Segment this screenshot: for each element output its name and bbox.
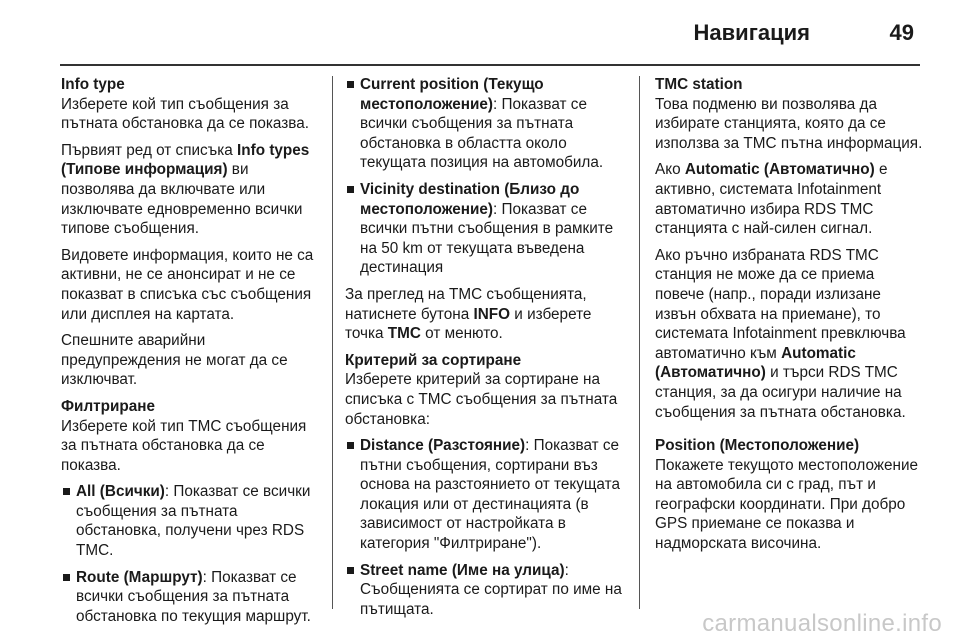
heading-position: Position (Местоположение)	[655, 437, 860, 455]
list-item	[345, 180, 627, 278]
text: и изберете точка	[345, 305, 592, 343]
page-header	[60, 0, 920, 66]
bold-term: INFO	[473, 305, 511, 323]
page-number: 49	[889, 20, 914, 45]
column-divider	[332, 76, 333, 609]
list-item	[61, 482, 325, 560]
bold-term: Street name (Име на улица)	[360, 561, 565, 579]
paragraph	[655, 246, 925, 422]
bold-term: Distance (Разстояние)	[360, 437, 526, 455]
bold-term: TMC	[387, 325, 421, 343]
column-3	[655, 75, 925, 561]
text: Ако	[655, 161, 685, 179]
bold-term: Current position (Текущо местоположение)	[360, 76, 544, 113]
bold-term: Automatic (Автоматично)	[655, 344, 856, 382]
paragraph: Видовете информация, които не са активни, не се анонсират и не се показват в списъка със съобщения или дисплея на картата.	[61, 246, 314, 323]
filter-list	[61, 482, 325, 626]
section-title: Навигация	[693, 20, 810, 45]
paragraph: Изберете кой тип TMC съобщения за пътната обстановка да се показва.	[61, 417, 307, 474]
text: : Показват се всички съобщения за пътната обстановка по текущия маршрут.	[76, 568, 311, 625]
text: Първият ред от списъка	[61, 141, 238, 159]
bold-term: Route (Маршрут)	[76, 568, 203, 586]
bold-term: All (Всички)	[76, 483, 165, 501]
text: от менюто.	[420, 325, 503, 343]
paragraph: Изберете критерий за сортиране на списъка с TMC съобщения за пътната обстановка:	[345, 371, 618, 428]
text: : Съобщенията се сортират по име на пътищата.	[360, 561, 622, 618]
bold-term: Vicinity destination (Близо до местоположение)	[360, 180, 580, 218]
text: е активно, системата Infotainment автоматично избира RDS TMC станцията с най-силен сигнал.	[655, 161, 888, 238]
bullet-icon	[347, 81, 354, 88]
list-item	[345, 561, 627, 620]
text: За преглед на TMC съобщенията, натиснете бутона	[345, 285, 587, 323]
text: : Показват се всички съобщения за пътната обстановка, получени чрез RDS TMC.	[76, 483, 311, 560]
bold-term: Info types (Типове информация)	[61, 141, 310, 179]
paragraph: Покажете текущото местоположение на автомобила си с град, път и географски координати. При добро GPS приемане се показва и надморската височина.	[655, 456, 919, 553]
text: ви позволява да включвате или изключвате едновременно всички типове съобщения.	[61, 161, 303, 238]
text: и търси RDS TMC станция, за да осигури наличие на съобщения за пътната обстановка.	[655, 364, 906, 421]
heading-filter: Филтриране	[61, 397, 156, 415]
text: : Показват се всички пътни съобщения в рамките на 50 km от текущата въведена дестинация	[360, 200, 614, 277]
bullet-icon	[347, 567, 354, 574]
watermark: carmanualsonline.info	[702, 610, 942, 637]
list-item	[345, 436, 627, 554]
text: Ако ръчно избраната RDS TMC станция не може да се приема повече (напр., поради излизане извън обхвата на приемане), то системата Infotainment превключва автоматично към	[655, 246, 906, 362]
heading-sort: Критерий за сортиране	[345, 351, 522, 369]
paragraph	[345, 285, 627, 344]
sort-list	[345, 436, 627, 619]
paragraph	[655, 160, 925, 238]
text: : Показват се пътни съобщения, сортирани въз основа на разстоянието от текущата локация или от дестинацията (в зависимост от настройката в категория "Филтриране").	[360, 437, 620, 553]
bold-term: Automatic (Автоматично)	[684, 161, 875, 179]
paragraph: Това подменю ви позволява да избирате станцията, която да се използва за TMC пътна информация.	[655, 95, 923, 152]
column-divider	[639, 76, 640, 609]
bullet-icon	[347, 442, 354, 449]
list-item	[345, 75, 627, 173]
column-1	[61, 75, 325, 633]
text: : Показват се всички съобщения за пътната обстановка в областта около текущата позиция на автомобила.	[360, 95, 604, 172]
paragraph: Изберете кой тип съобщения за пътната обстановка да се показва.	[61, 95, 309, 133]
list-item	[61, 568, 325, 627]
bullet-icon	[63, 488, 70, 495]
filter-list-continued	[345, 75, 627, 278]
bullet-icon	[347, 186, 354, 193]
heading-tmc-station: TMC station	[655, 76, 743, 93]
bullet-icon	[63, 574, 70, 581]
heading-info-type: Info type	[61, 76, 125, 93]
paragraph: Спешните аварийни предупреждения не могат да се изключват.	[61, 332, 288, 389]
paragraph	[61, 141, 325, 239]
column-2	[345, 75, 627, 626]
